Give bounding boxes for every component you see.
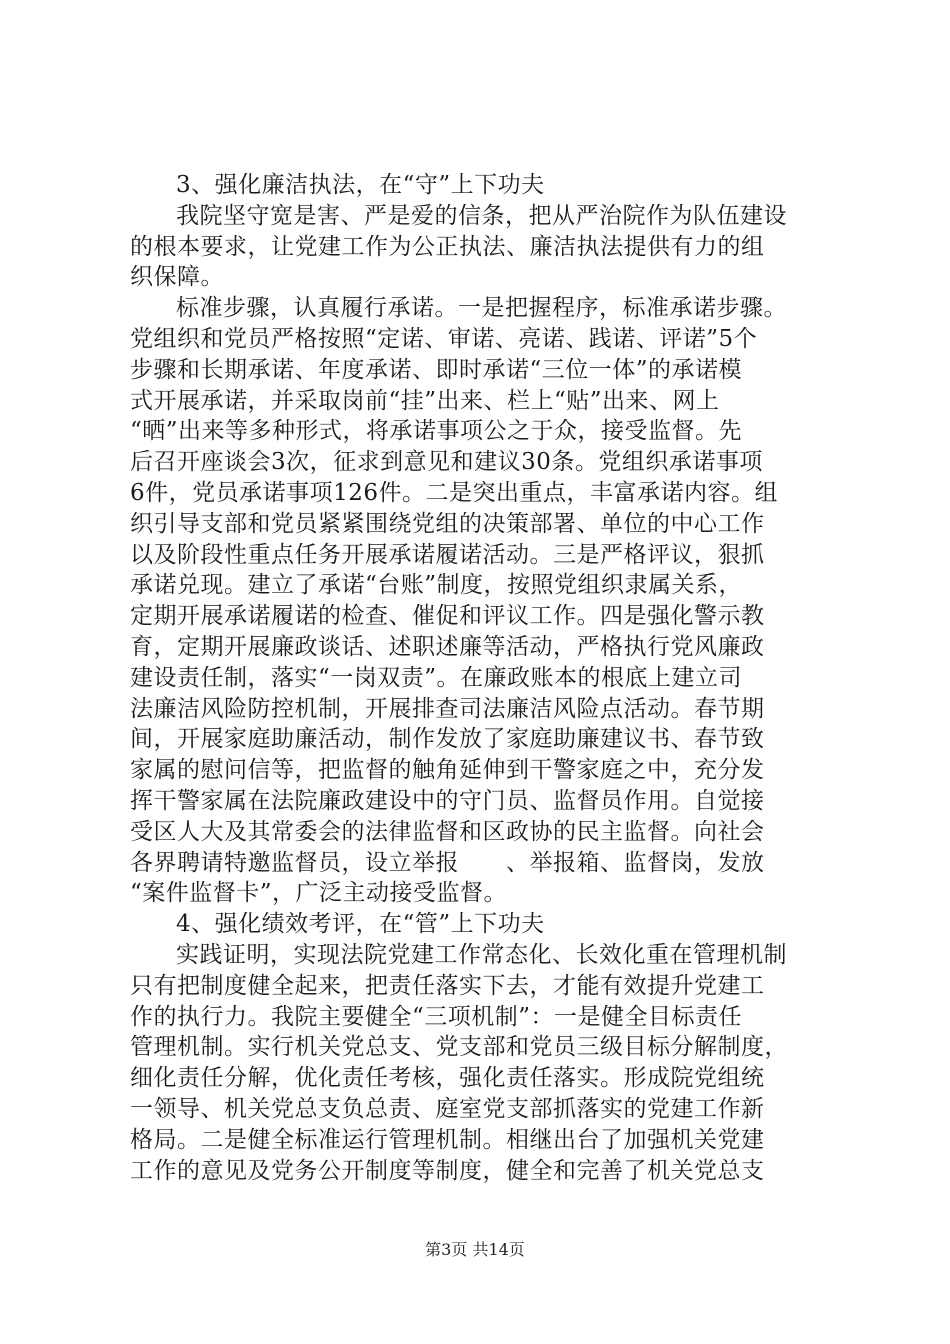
text-line: 式开展承诺，并采取岗前“挂”出来、栏上“贴”出来、网上: [130, 387, 720, 414]
text-line: 3、强化廉洁执法，在“守”上下功夫: [176, 172, 545, 198]
text-line: 实践证明，实现法院党建工作常态化、长效化重在管理机制: [176, 941, 787, 968]
text-line: 后召开座谈会3次，征求到意见和建议30条。党组织承诺事项: [130, 449, 763, 476]
text-line: 定期开展承诺履诺的检查、催促和评议工作。四是强化警示教: [130, 603, 765, 630]
text-line: 间，开展家庭助廉活动，制作发放了家庭助廉建议书、春节致: [130, 726, 765, 753]
text-line: 作的执行力。我院主要健全“三项机制”：一是健全目标责任: [130, 1003, 743, 1030]
text-line: “案件监督卡”，广泛主动接受监督。: [130, 880, 508, 907]
text-line: 格局。二是健全标准运行管理机制。相继出台了加强机关党建: [130, 1126, 765, 1153]
text-line: 挥干警家属在法院廉政建设中的守门员、监督员作用。自觉接: [130, 787, 765, 814]
text-line: 家属的慰问信等，把监督的触角延伸到干警家庭之中，充分发: [130, 757, 765, 784]
text-line: 承诺兑现。建立了承诺“台账”制度，按照党组织隶属关系，: [130, 572, 743, 599]
text-line: 4、强化绩效考评，在“管”上下功夫: [176, 911, 545, 938]
text-line: 受区人大及其常委会的法律监督和区政协的民主监督。向社会: [130, 818, 765, 845]
text-line: 只有把制度健全起来，把责任落实下去，才能有效提升党建工: [130, 972, 765, 999]
text-line: 一领导、机关党总支负总责、庭室党支部抓落实的党建工作新: [130, 1095, 765, 1122]
text-line: 各界聘请特邀监督员，设立举报 、举报箱、监督岗，发放: [130, 849, 765, 876]
document-body: [130, 170, 836, 1186]
text-line: 以及阶段性重点任务开展承诺履诺活动。三是严格评议，狠抓: [130, 541, 765, 568]
text-line: 织保障。: [130, 264, 224, 291]
text-line: “晒”出来等多种形式，将承诺事项公之于众，接受监督。先: [130, 418, 743, 445]
text-line: 步骤和长期承诺、年度承诺、即时承诺“三位一体”的承诺模: [130, 356, 743, 383]
text-line: 建设责任制，落实“一岗双责”。在廉政账本的根底上建立司: [130, 664, 743, 691]
text-line: 党组织和党员严格按照“定诺、审诺、亮诺、践诺、评诺”5个: [130, 325, 758, 352]
text-line: 的根本要求，让党建工作为公正执法、廉洁执法提供有力的组: [130, 233, 765, 260]
text-line: 育，定期开展廉政谈话、述职述廉等活动，严格执行党风廉政: [130, 633, 765, 660]
text-line: 织引导支部和党员紧紧围绕党组的决策部署、单位的中心工作: [130, 510, 765, 537]
text-line: 标准步骤，认真履行承诺。一是把握程序，标准承诺步骤。: [176, 295, 787, 322]
text-line: 细化责任分解，优化责任考核，强化责任落实。形成院党组统: [130, 1065, 765, 1092]
page-footer: 第3页 共14页: [425, 1240, 525, 1259]
text-line: 6件，党员承诺事项126件。二是突出重点，丰富承诺内容。组: [130, 479, 779, 506]
text-line: 我院坚守宽是害、严是爱的信条，把从严治院作为队伍建设: [176, 202, 787, 229]
text-line: 法廉洁风险防控机制，开展排查司法廉洁风险点活动。春节期: [130, 695, 765, 722]
text-line: 管理机制。实行机关党总支、党支部和党员三级目标分解制度，: [130, 1034, 788, 1061]
text-line: 工作的意见及党务公开制度等制度，健全和完善了机关党总支: [130, 1157, 765, 1184]
